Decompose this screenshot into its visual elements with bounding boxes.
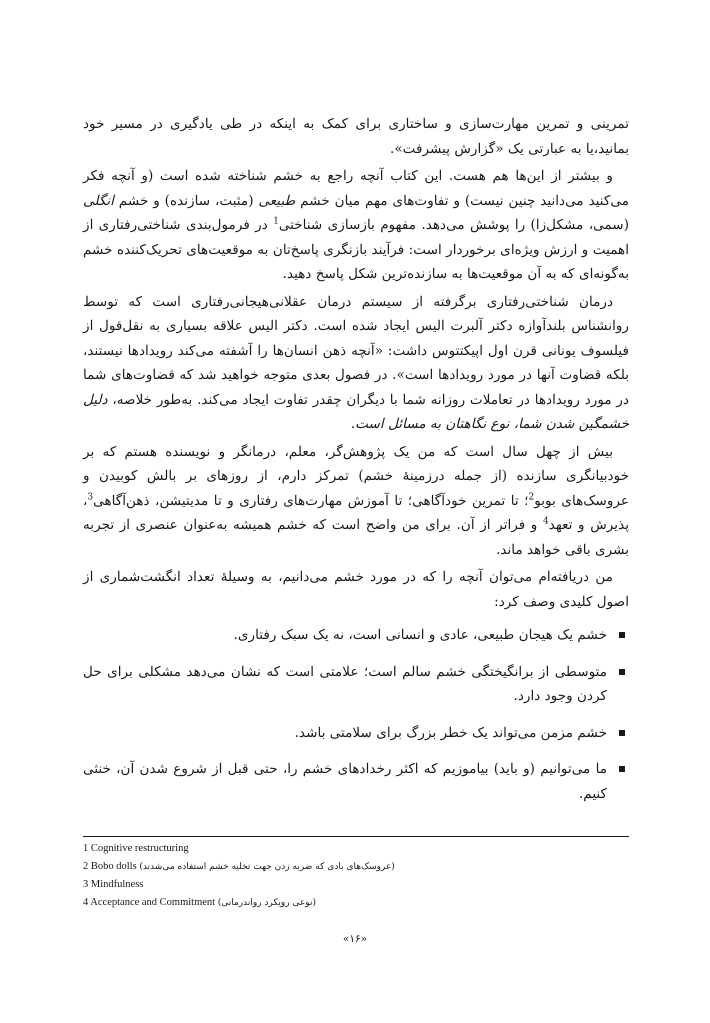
footnote-reference: 2	[528, 491, 535, 502]
footnote-number: 3	[83, 879, 89, 890]
footnote-term: Mindfulness	[90, 879, 144, 890]
paragraph	[83, 440, 629, 563]
footnote-number: 4	[83, 896, 89, 908]
square-bullet-icon	[619, 730, 625, 736]
emphasized-text: دلیل خشمگین شدن شما، نوع نگاهتان به مسائل است.	[83, 391, 629, 432]
footnote-number: 2	[83, 860, 89, 872]
key-principles-list	[83, 623, 629, 806]
square-bullet-icon	[619, 632, 625, 638]
text-run: درمان شناختی‌رفتاری برگرفته از سیستم درمان عقلانی‌هیجانی‌رفتاری است که توسط روانشناس بلندآوازه دکتر آلبرت الیس ایجاد شده است. دکتر الیس علاقه بسیاری به نقل‌قول از فیلسوف یونانی قرن اول اپیکتتوس داشت: «آنچه ذهن انسان‌ها را آشفته می‌کند رویدادها نیستند، بلکه قضاوت آنها در مورد رویدادها است». در فصول بعدی متوجه خواهید شد که قضاوت‌های شما در مورد رویدادها در تعاملات روزانه شما با دیگران چقدر تفاوت ایجاد می‌کند. به‌طور خلاصه،	[83, 293, 629, 408]
footnote-reference: 4	[542, 516, 549, 527]
footnote-reference: 1	[273, 216, 279, 227]
footnote	[83, 858, 629, 877]
paragraph	[83, 290, 629, 437]
list-item	[83, 757, 629, 806]
footnote	[83, 840, 629, 858]
footnote-term: Cognitive restructuring	[90, 843, 189, 854]
footnote-note: (نوعی رویکرد رواندرمانی)	[217, 897, 316, 908]
paragraph	[83, 164, 629, 287]
text-run: تمرینی و تمرین مهارت‌سازی و ساختاری برای کمک به اینکه در طی یادگیری در مسیر خود بمانید،یا به عبارتی یک «گزارش پیشرفت».	[83, 116, 629, 157]
text-run: ، پذیرش و تعهد	[83, 492, 629, 533]
text-run: ؛ تا تمرین خودآگاهی؛ تا آموزش مهارت‌های رفتاری و تا مدیتیشن، ذهن‌آگاهی	[93, 492, 529, 509]
emphasized-text: طبیعی	[258, 192, 296, 209]
list-item-text: متوسطی از برانگیختگی خشم سالم است؛ علامتی است که نشان می‌دهد مشکلی برای حل کردن وجود دارد.	[83, 663, 607, 704]
footnote-term: Acceptance and Commitment	[90, 896, 216, 908]
paragraphs	[83, 112, 629, 614]
emphasized-text: انگلی	[83, 192, 114, 209]
page-content	[83, 112, 629, 818]
list-item-text: ما می‌توانیم (و باید) بیاموزیم که اکثر رخدادهای خشم را، حتی قبل از شروع شدن آن، خنثی کنیم.	[83, 761, 607, 802]
page-number: «۱۶»	[342, 933, 368, 945]
list-item	[83, 623, 629, 648]
text-run: در فرمول‌بندی شناختی‌رفتاری از اهمیت و ارزش ویژه‌ای برخوردار است: فرآیند بازنگری پاسخ‌تان به موقعیت‌های تحریک‌کننده خشم به‌گونه‌ای که به آن موقعیت‌ها به سازنده‌ترین شکل پاسخ دهید.	[83, 217, 629, 282]
footnote-term: Bobo dolls	[90, 860, 137, 872]
text-run: و بیشتر از این‌ها هم هست. این کتاب آنچه راجع به خشم شناخته شده است (و آنچه فکر می‌کنید می‌دانید چنین نیست) و تفاوت‌های مهم میان خشم	[83, 168, 629, 209]
list-item-text: خشم مزمن می‌تواند یک خطر بزرگ برای سلامتی باشد.	[294, 724, 607, 741]
text-run: (سمی، مشکل‌زا) را پوشش می‌دهد. مفهوم بازسازی شناختی	[278, 217, 629, 233]
list-item	[83, 721, 629, 746]
footnote-reference: 3	[87, 491, 94, 502]
text-run: (مثبت، سازنده) و خشم	[113, 192, 259, 209]
footnote	[83, 876, 629, 894]
footnote-number: 1	[83, 843, 89, 854]
footnote-divider	[83, 836, 629, 837]
footnote	[83, 894, 629, 913]
paragraph	[83, 565, 629, 614]
list-item-text: خشم یک هیجان طبیعی، عادی و انسانی است، نه یک سبک رفتاری.	[233, 627, 607, 643]
text-run: من دریافته‌ام می‌توان آنچه را که در مورد خشم می‌دانیم، به وسیلهٔ تعداد انگشت‌شماری از اصول کلیدی وصف کرد:	[83, 569, 629, 610]
footnotes	[83, 840, 629, 912]
square-bullet-icon	[619, 669, 625, 675]
footnote-note: (عروسک‌های بادی که ضربه زدن جهت تخلیه خشم استفاده می‌شدند)	[139, 861, 395, 872]
list-item	[83, 660, 629, 709]
paragraph	[83, 112, 629, 161]
text-run: و فراتر از آن. برای من واضح است که خشم همیشه به‌عنوان عنصری از تجربه بشری باقی خواهد ماند.	[83, 517, 629, 558]
square-bullet-icon	[619, 766, 625, 772]
text-run: بیش از چهل سال است که من یک پژوهش‌گر، معلم، درمانگر و نویسنده هستم که بر خودبیانگری سازنده (از جمله درزمینهٔ خشم) تمرکز دارم، از روزهای بر بالش کوبیدن و عروسک‌های بوبو	[83, 443, 629, 509]
